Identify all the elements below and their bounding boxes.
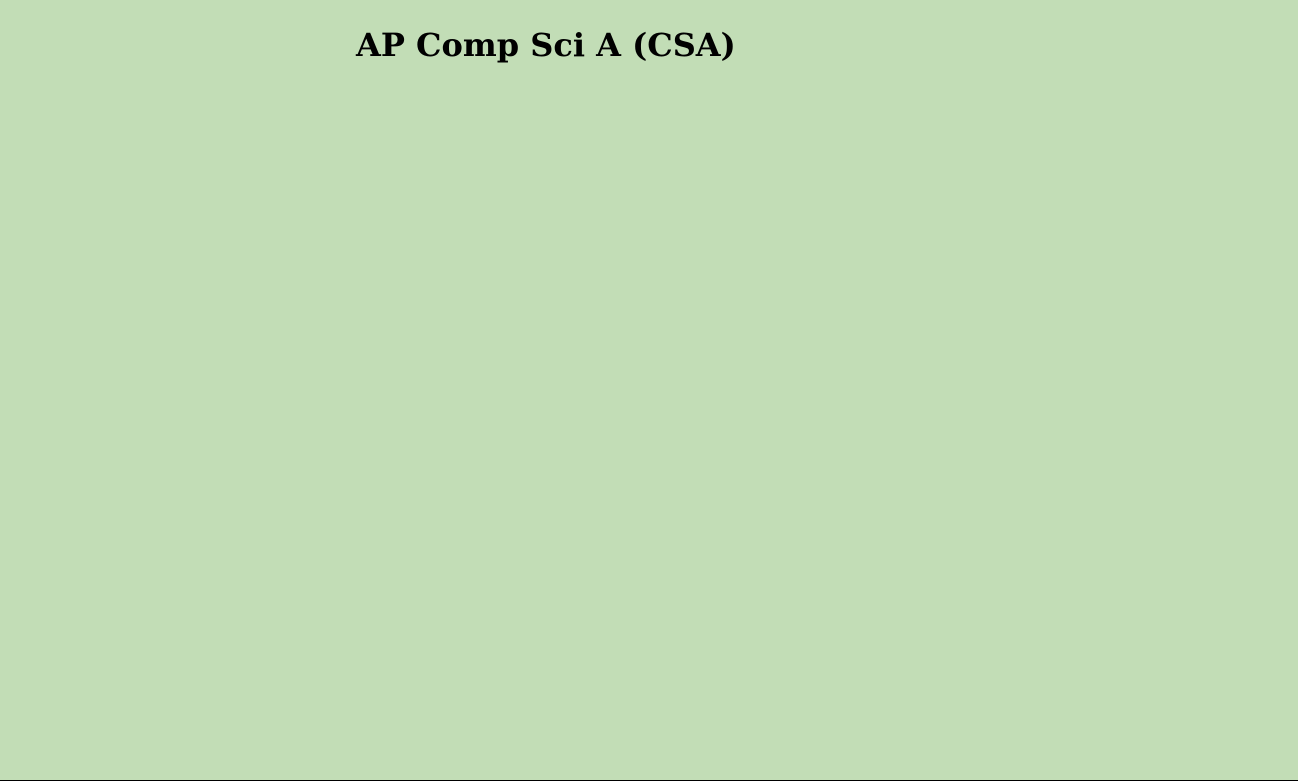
page-title: AP Comp Sci A (CSA) <box>356 26 736 64</box>
